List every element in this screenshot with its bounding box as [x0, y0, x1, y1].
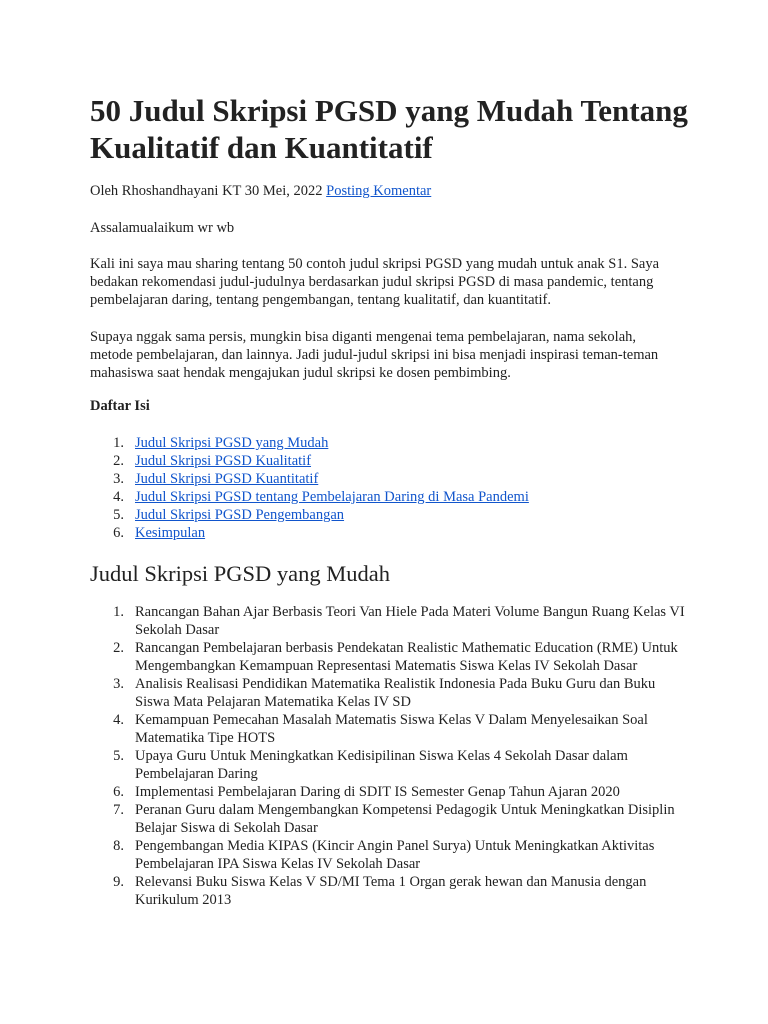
toc-item	[90, 470, 670, 488]
author-date: Oleh Rhoshandhayani KT 30 Mei, 2022	[90, 183, 323, 199]
toc-link[interactable]: Judul Skripsi PGSD yang Mudah	[135, 435, 329, 451]
list-item	[90, 873, 690, 909]
list-item-number: 2.	[113, 640, 124, 656]
list-item-text: Peranan Guru dalam Mengembangkan Kompetensi Pedagogik Untuk Meningkatkan Disiplin Belajar Siswa di Sekolah Dasar	[135, 802, 675, 836]
toc-item-number: 5.	[113, 507, 124, 523]
list-item-number: 8.	[113, 838, 124, 854]
list-item-number: 3.	[113, 676, 124, 692]
thesis-title-list	[90, 603, 690, 909]
list-item	[90, 783, 690, 801]
toc-link[interactable]: Judul Skripsi PGSD Kualitatif	[135, 453, 312, 469]
toc-item-number: 1.	[113, 435, 124, 451]
list-item	[90, 639, 690, 675]
list-item-number: 5.	[113, 748, 124, 764]
list-item-number: 7.	[113, 802, 124, 818]
list-item-number: 9.	[113, 874, 124, 890]
list-item-text: Relevansi Buku Siswa Kelas V SD/MI Tema 1 Organ gerak hewan dan Manusia dengan Kurikulum 2013	[135, 874, 647, 908]
toc-link[interactable]: Judul Skripsi PGSD tentang Pembelajaran Daring di Masa Pandemi	[135, 489, 529, 505]
comment-link[interactable]: Posting Komentar	[326, 183, 432, 199]
list-item-text: Rancangan Bahan Ajar Berbasis Teori Van Hiele Pada Materi Volume Bangun Ruang Kelas VI Sekolah Dasar	[135, 604, 685, 638]
list-item	[90, 801, 690, 837]
list-item-number: 6.	[113, 784, 124, 800]
list-item-text: Implementasi Pembelajaran Daring di SDIT IS Semester Genap Tahun Ajaran 2020	[135, 784, 620, 800]
toc-link[interactable]: Kesimpulan	[135, 525, 206, 541]
toc-link[interactable]: Judul Skripsi PGSD Pengembangan	[135, 507, 345, 523]
post-meta	[90, 181, 431, 201]
intro-paragraph: Kali ini saya mau sharing tentang 50 contoh judul skripsi PGSD yang mudah untuk anak S1. Saya bedakan rekomendasi judul-judulnya berdasarkan judul skripsi PGSD di masa pandemic, tentang pembelajaran daring, tentang pengembangan, tentang kualitatif, dan kuantitatif.	[90, 256, 660, 308]
toc-item	[90, 524, 670, 542]
toc-item	[90, 434, 670, 452]
toc-link[interactable]: Judul Skripsi PGSD Kuantitatif	[135, 471, 319, 487]
toc-item-number: 4.	[113, 489, 124, 505]
list-item	[90, 711, 690, 747]
list-item-text: Pengembangan Media KIPAS (Kincir Angin Panel Surya) Untuk Meningkatkan Aktivitas Pembelajaran IPA Siswa Kelas IV Sekolah Dasar	[135, 838, 655, 872]
section-heading: Judul Skripsi PGSD yang Mudah	[90, 561, 391, 586]
greeting-paragraph: Assalamualaikum wr wb	[90, 220, 235, 236]
toc-item	[90, 488, 670, 506]
list-item-text: Kemampuan Pemecahan Masalah Matematis Siswa Kelas V Dalam Menyelesaikan Soal Matematika Tipe HOTS	[135, 712, 648, 746]
list-item-text: Upaya Guru Untuk Meningkatkan Kedisipilinan Siswa Kelas 4 Sekolah Dasar dalam Pembelajaran Daring	[135, 748, 628, 782]
toc-item	[90, 452, 670, 470]
list-item-text: Analisis Realisasi Pendidikan Matematika Realistik Indonesia Pada Buku Guru dan Buku Siswa Mata Pelajaran Matematika Kelas IV SD	[135, 676, 656, 710]
list-item-number: 4.	[113, 712, 124, 728]
toc-heading: Daftar Isi	[90, 398, 150, 414]
note-paragraph: Supaya nggak sama persis, mungkin bisa diganti mengenai tema pembelajaran, nama sekolah, metode pembelajaran, dan lainnya. Jadi judul-judul skripsi ini bisa menjadi inspirasi teman-teman mahasiswa saat hendak mengajukan judul skripsi ke dosen pembimbing.	[90, 329, 659, 381]
list-item	[90, 675, 690, 711]
table-of-contents	[90, 434, 670, 542]
toc-item-number: 3.	[113, 471, 124, 487]
list-item-text: Rancangan Pembelajaran berbasis Pendekatan Realistic Mathematic Education (RME) Untuk Mengembangkan Kemampuan Representasi Matematis Siswa Kelas IV Sekolah Dasar	[135, 640, 678, 674]
list-item	[90, 747, 690, 783]
article-title: 50 Judul Skripsi PGSD yang Mudah Tentang Kualitatif dan Kuantitatif	[90, 93, 688, 165]
toc-item	[90, 506, 670, 524]
list-item-number: 1.	[113, 604, 124, 620]
toc-item-number: 6.	[113, 525, 124, 541]
toc-item-number: 2.	[113, 453, 124, 469]
list-item	[90, 837, 690, 873]
list-item	[90, 603, 690, 639]
